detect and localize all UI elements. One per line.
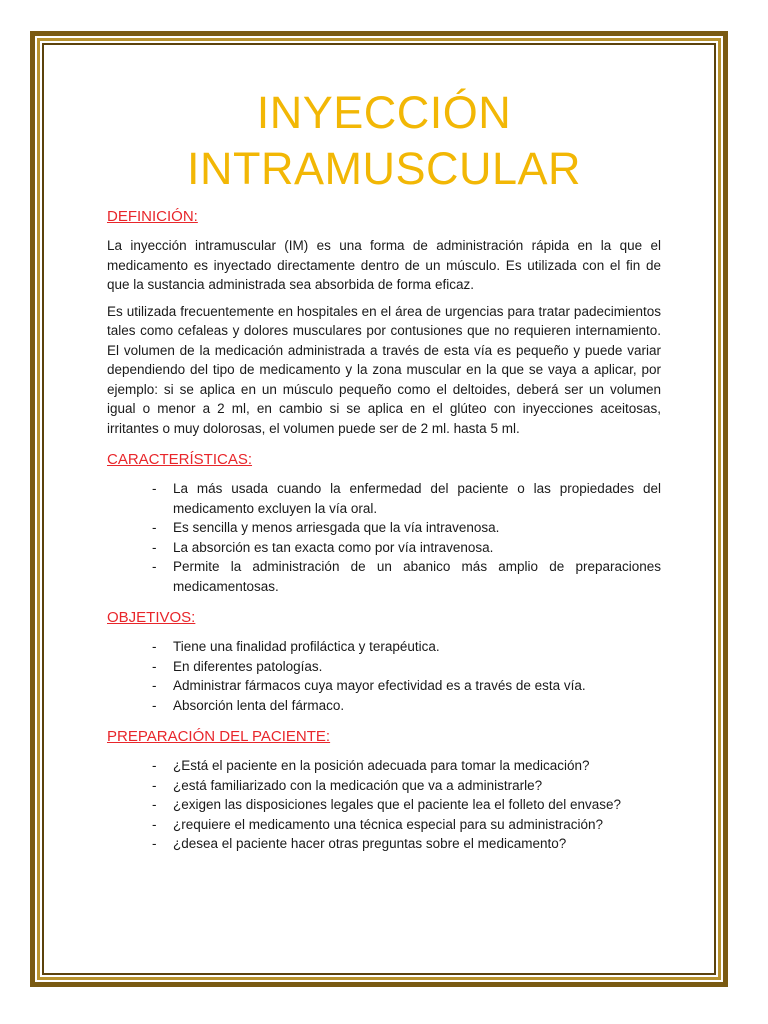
list-item-text: La más usada cuando la enfermedad del paciente o las propiedades del medicamento excluyen la vía oral.: [173, 481, 661, 516]
list-item-text: ¿Está el paciente en la posición adecuada para tomar la medicación?: [173, 758, 590, 773]
list-item: [107, 557, 661, 596]
list-item: [107, 756, 661, 776]
list-dash: -: [152, 520, 157, 535]
definicion-paragraph-1: La inyección intramuscular (IM) es una forma de administración rápida en la que el medicamento es inyectado directamente dentro de un músculo. Es utilizada con el fin de que la sustancia administrada sea absorbida de forma eficaz.: [107, 238, 661, 292]
list-dash: -: [152, 758, 157, 773]
section-preparacion: [107, 727, 661, 854]
list-item: [107, 518, 661, 538]
title-line-1: INYECCIÓN: [256, 87, 512, 138]
list-item: [107, 637, 661, 657]
caracteristicas-heading: CARACTERÍSTICAS:: [107, 451, 253, 468]
list-dash: -: [152, 539, 157, 555]
list-dash: -: [152, 777, 157, 793]
list-item: [107, 676, 661, 696]
list-item-text: Es sencilla y menos arriesgada que la vía intravenosa.: [173, 520, 500, 535]
list-item: [107, 538, 661, 558]
title-line-2: INTRAMUSCULAR: [186, 143, 582, 194]
definicion-heading: DEFINICIÓN:: [107, 208, 198, 225]
list-dash: -: [152, 481, 157, 496]
list-item-text: ¿desea el paciente hacer otras preguntas sobre el medicamento?: [173, 836, 567, 851]
objetivos-heading: OBJETIVOS:: [107, 609, 196, 626]
list-item: [107, 815, 661, 835]
list-item: [107, 795, 661, 815]
list-item-text: ¿está familiarizado con la medicación que va a administrarle?: [173, 777, 543, 793]
list-dash: -: [152, 697, 157, 713]
list-item-text: Tiene una finalidad profiláctica y terapéutica.: [173, 639, 440, 654]
preparacion-heading: PREPARACIÓN DEL PACIENTE:: [107, 728, 331, 745]
list-item-text: En diferentes patologías.: [173, 658, 323, 674]
list-dash: -: [152, 797, 157, 812]
list-item-text: Absorción lenta del fármaco.: [173, 697, 345, 713]
list-dash: -: [152, 816, 157, 832]
list-item-text: ¿exigen las disposiciones legales que el paciente lea el folleto del envase?: [173, 797, 622, 812]
list-item: [107, 834, 661, 854]
list-item: [107, 657, 661, 677]
preparacion-list: [107, 756, 661, 854]
list-dash: -: [152, 836, 157, 851]
section-caracteristicas: [107, 450, 661, 596]
list-item-text: Permite la administración de un abanico más amplio de preparaciones medicamentosas.: [173, 559, 661, 594]
list-dash: -: [152, 658, 157, 674]
list-item-text: La absorción es tan exacta como por vía intravenosa.: [173, 539, 494, 555]
document-title: [107, 85, 661, 197]
list-item: [107, 479, 661, 518]
list-dash: -: [152, 678, 157, 693]
objetivos-list: [107, 637, 661, 715]
list-dash: -: [152, 639, 157, 654]
list-dash: -: [152, 559, 157, 574]
list-item-text: Administrar fármacos cuya mayor efectividad es a través de esta vía.: [173, 678, 586, 693]
definicion-paragraph-2: Es utilizada frecuentemente en hospitales en el área de urgencias para tratar padecimientos tales como cefaleas y dolores musculares por contusiones que no requieren internamiento. El volumen de la medicación administrada a través de esta vía es pequeño y puede variar dependiendo del tipo de medicamento y la zona muscular en la que se vaya a aplicar, por ejemplo: si se aplica en un músculo pequeño como el deltoides, deberá ser un volumen igual o menor a 2 ml, en cambio si se aplica en el glúteo con inyecciones aceitosas, irritantes o muy dolorosas, el volumen puede ser de 2 ml. hasta 5 ml.: [107, 303, 661, 436]
list-item: [107, 696, 661, 716]
section-objetivos: [107, 608, 661, 715]
list-item: [107, 776, 661, 796]
caracteristicas-list: [107, 479, 661, 596]
document-body: [107, 85, 661, 863]
list-item-text: ¿requiere el medicamento una técnica especial para su administración?: [173, 816, 603, 832]
section-definicion: [107, 207, 661, 438]
